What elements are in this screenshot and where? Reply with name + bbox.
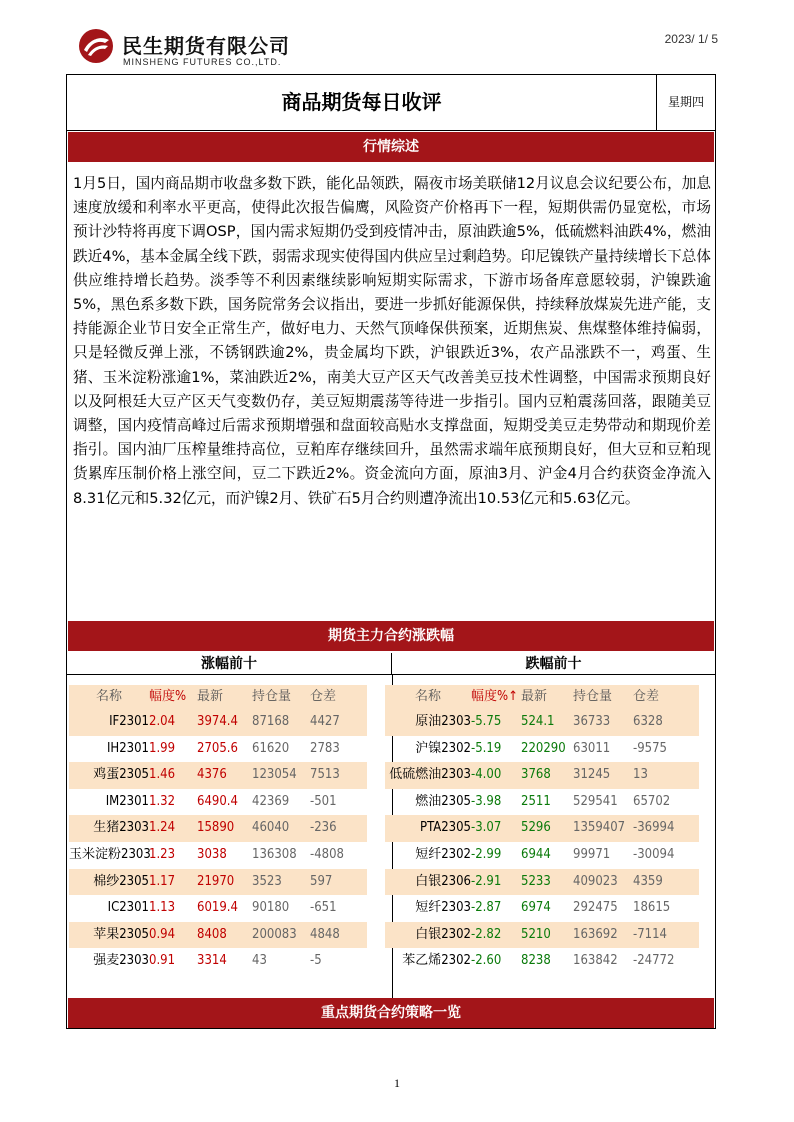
oi-change: 13 [633, 767, 648, 783]
oi-change: -501 [310, 793, 337, 809]
column-header: 持仓量 [573, 689, 613, 704]
open-interest: 529541 [573, 793, 618, 809]
latest-price: 2705.6 [197, 740, 238, 756]
latest-price: 6944 [521, 846, 551, 862]
open-interest: 123054 [252, 767, 297, 783]
latest-price: 21970 [197, 873, 235, 889]
change-percent: -3.98 [471, 793, 502, 809]
table-row [69, 709, 367, 736]
contract-name: IF2301 [109, 714, 149, 729]
losers-heading: 跌幅前十 [392, 653, 715, 675]
open-interest: 163692 [573, 926, 618, 942]
open-interest: 200083 [252, 926, 297, 942]
contract-name: IM2301 [105, 793, 149, 809]
table-row [385, 869, 699, 896]
latest-price: 3768 [521, 767, 551, 783]
contract-name: 燃油2305 [415, 793, 471, 809]
latest-price: 524.1 [521, 714, 555, 729]
section-main-contracts: 期货主力合约涨跌幅 [68, 621, 714, 651]
change-percent: -2.82 [471, 926, 502, 942]
contract-name: PTA2305 [420, 820, 471, 836]
open-interest: 46040 [252, 820, 290, 836]
change-percent: -5.19 [471, 740, 502, 756]
table-row [69, 789, 367, 816]
contract-name: 沪镍2302 [415, 740, 471, 756]
oi-change: 4427 [310, 714, 340, 729]
report-date: 2023/ 1/ 5 [664, 32, 718, 46]
table-row [69, 762, 367, 789]
latest-price: 6490.4 [197, 793, 238, 809]
open-interest: 90180 [252, 900, 290, 916]
column-header: 仓差 [310, 689, 337, 704]
change-percent: 0.94 [149, 926, 176, 942]
oi-change: 18615 [633, 900, 671, 916]
page-header [66, 22, 716, 74]
change-percent: 1.46 [149, 767, 176, 783]
title-row [67, 75, 715, 131]
oi-change: 7513 [310, 767, 340, 783]
change-percent: 2.04 [149, 714, 176, 729]
section-strategy: 重点期货合约策略一览 [68, 998, 714, 1028]
contract-name: IC2301 [107, 900, 149, 916]
latest-price: 3974.4 [197, 714, 238, 729]
latest-price: 5210 [521, 926, 551, 942]
oi-change: -651 [310, 900, 337, 916]
contract-name: 强麦2303 [93, 953, 149, 969]
table-row [385, 948, 699, 975]
table-row [385, 895, 699, 922]
change-percent: -2.99 [471, 846, 502, 862]
table-row [385, 709, 699, 736]
contract-name: 鸡蛋2305 [93, 767, 149, 783]
column-header: 最新 [521, 689, 548, 704]
table-row [385, 789, 699, 816]
oi-change: -30094 [633, 846, 675, 862]
open-interest: 31245 [573, 767, 611, 783]
open-interest: 3523 [252, 873, 282, 889]
column-header: 幅度%↑ [471, 689, 518, 704]
brand-name-cn: 民生期货有限公司 [122, 34, 290, 58]
contract-name: 短纤2303 [415, 900, 471, 916]
losers-table [385, 685, 699, 975]
open-interest: 99971 [573, 846, 611, 862]
oi-change: -236 [310, 820, 337, 836]
latest-price: 2511 [521, 793, 551, 809]
table-row [385, 815, 699, 842]
table-row [69, 948, 367, 975]
report-title: 商品期货每日收评 [67, 75, 657, 130]
gainers-table [69, 685, 367, 975]
latest-price: 6974 [521, 900, 551, 916]
table-row [69, 736, 367, 763]
table-row [385, 842, 699, 869]
weekday: 星期四 [667, 95, 704, 109]
latest-price: 3314 [197, 953, 227, 969]
page-number: 1 [394, 1076, 400, 1090]
latest-price: 15890 [197, 820, 235, 836]
change-percent: 0.91 [149, 953, 176, 969]
contract-name: 白银2306 [415, 873, 471, 889]
open-interest: 61620 [252, 740, 290, 756]
latest-price: 8408 [197, 926, 227, 942]
report-frame [66, 74, 716, 1029]
gainers-table-body [69, 709, 367, 975]
change-percent: 1.17 [149, 873, 176, 889]
latest-price: 220290 [521, 740, 566, 756]
change-percent: -2.60 [471, 953, 502, 969]
minsheng-logo-icon [78, 28, 114, 64]
latest-price: 3038 [197, 846, 227, 862]
table-row [385, 762, 699, 789]
column-header: 仓差 [633, 689, 660, 704]
column-header: 最新 [197, 689, 224, 704]
latest-price: 8238 [521, 953, 551, 969]
gainers-heading: 涨幅前十 [67, 653, 392, 675]
open-interest: 36733 [573, 714, 611, 729]
oi-change: -7114 [633, 926, 667, 942]
oi-change: 6328 [633, 714, 663, 729]
table-row [69, 922, 367, 949]
contract-name: 短纤2302 [415, 846, 471, 862]
open-interest: 409023 [573, 873, 618, 889]
gainers-table-header [69, 685, 367, 709]
open-interest: 42369 [252, 793, 290, 809]
table-row [69, 842, 367, 869]
oi-change: 597 [310, 873, 333, 889]
oi-change: -4808 [310, 846, 344, 862]
contract-name: 生猪2303 [93, 820, 149, 836]
open-interest: 87168 [252, 714, 290, 729]
contract-name: 苯乙烯2302 [402, 953, 471, 969]
latest-price: 5296 [521, 820, 551, 836]
column-header: 持仓量 [252, 689, 292, 704]
oi-change: -9575 [633, 740, 667, 756]
table-row [69, 869, 367, 896]
change-percent: 1.23 [149, 846, 176, 862]
table-row [69, 895, 367, 922]
contract-name: IH2301 [106, 740, 149, 756]
open-interest: 1359407 [573, 820, 626, 836]
losers-table-header [385, 685, 699, 709]
column-header: 名称 [95, 689, 122, 704]
change-percent: 1.99 [149, 740, 176, 756]
oi-change: 65702 [633, 793, 671, 809]
oi-change: -5 [310, 953, 322, 969]
change-percent: 1.13 [149, 900, 176, 916]
oi-change: 4848 [310, 926, 340, 942]
contract-name: 玉米淀粉2303 [69, 846, 151, 862]
change-percent: -4.00 [471, 767, 502, 783]
contract-name: 低硫燃油2303 [389, 767, 471, 783]
change-percent: -2.91 [471, 873, 502, 889]
change-percent: -3.07 [471, 820, 502, 836]
open-interest: 292475 [573, 900, 618, 916]
market-summary-text: 1月5日，国内商品期市收盘多数下跌，能化品领跌，隔夜市场美联储12月议息会议纪要公布，加息速度放缓和利率水平更高，使得此次报告偏鹰，风险资产价格再下一程，短期供需仍显宽松，市场预计沙特将再度下调OSP，国内需求短期仍受到疫情冲击，原油跌逾5%，低硫燃料油跌4%，燃油跌近4%，基本金属全线下跌，弱需求现实使得国内供应呈过剩趋势。印尼镍铁产量持续增长下总体供应维持增长趋势。淡季等不利因素继续影响短期实际需求，下游市场备库意愿较弱，沪镍跌逾5%，黑色系多数下跌，国务院常务会议指出，要进一步抓好能源保供，持续释放煤炭先进产能，支持能源企业节日安全正常生产，做好电力、天然气顶峰保供预案，近期焦炭、焦煤整体维持偏弱，只是轻微反弹上涨，不锈钢跌逾2%，贵金属均下跌，沪银跌近3%，农产品涨跌不一，鸡蛋、生猪、玉米淀粉涨逾1%，菜油跌近2%，南美大豆产区天气改善美豆技术性调整，中国需求预期良好以及阿根廷大豆产区天气变数仍存，美豆短期震荡等待进一步指引。国内豆粕震荡回落，跟随美豆调整，国内疫情高峰过后需求预期增强和盘面较高贴水支撑盘面，短期受美豆走势带动和期现价差指引。国内油厂压榨量维持高位，豆粕库存继续回升，虽然需求端年底预期良好，但大豆和豆粕现货累库压制价格上涨空间，豆二下跌近2%。资金流向方面，原油3月、沪金4月合约获资金净流入8.31亿元和5.32亿元，而沪镍2月、铁矿石5月合约则遭净流出10.53亿元和5.63亿元。 [73, 175, 711, 507]
oi-change: -24772 [633, 953, 675, 969]
latest-price: 5233 [521, 873, 551, 889]
open-interest: 43 [252, 953, 267, 969]
oi-change: -36994 [633, 820, 675, 836]
table-row [385, 922, 699, 949]
column-header: 幅度% [149, 689, 187, 704]
contract-name: 棉纱2305 [93, 873, 149, 889]
table-row [69, 815, 367, 842]
contract-name: 白银2302 [415, 926, 471, 942]
change-percent: 1.24 [149, 820, 176, 836]
section-market-summary: 行情综述 [68, 132, 714, 162]
contract-name: 苹果2305 [93, 926, 149, 942]
open-interest: 163842 [573, 953, 618, 969]
brand-name-en: MINSHENG FUTURES CO.,LTD. [123, 57, 282, 67]
latest-price: 4376 [197, 767, 227, 783]
change-percent: 1.32 [149, 793, 176, 809]
oi-change: 2783 [310, 740, 340, 756]
table-row [385, 736, 699, 763]
change-percent: -2.87 [471, 900, 502, 916]
open-interest: 136308 [252, 846, 297, 862]
change-percent: -5.75 [471, 714, 502, 729]
losers-table-body [385, 709, 699, 975]
open-interest: 63011 [573, 740, 611, 756]
column-header: 名称 [414, 689, 441, 704]
latest-price: 6019.4 [197, 900, 238, 916]
contract-name: 原油2303 [415, 714, 471, 729]
oi-change: 4359 [633, 873, 663, 889]
